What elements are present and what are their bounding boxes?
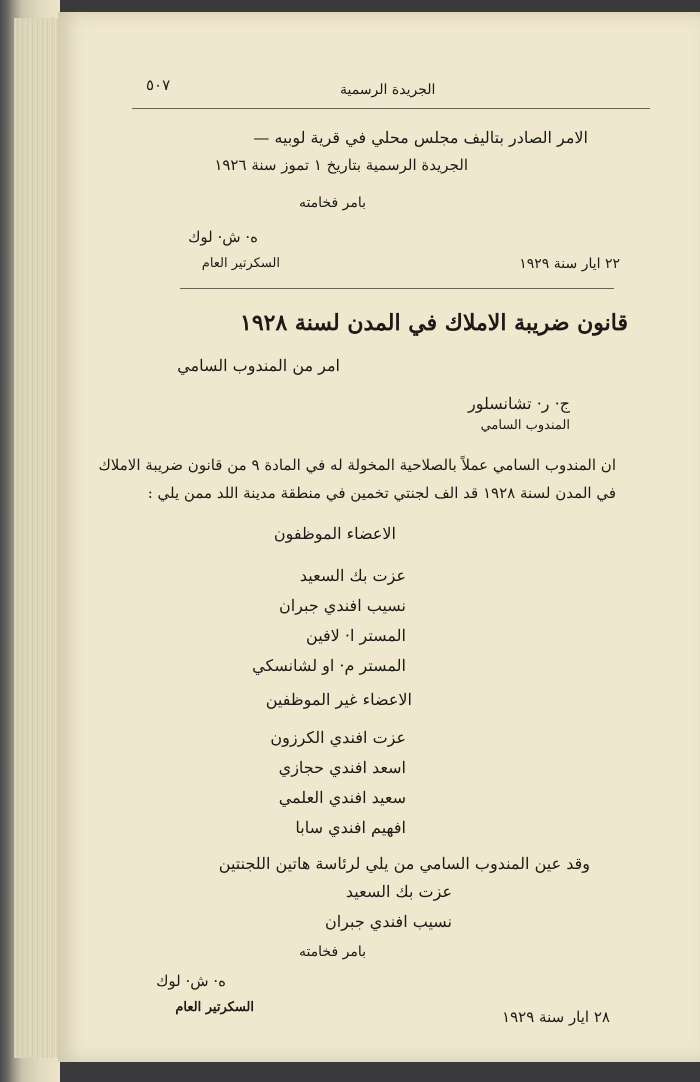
- page-stack: [14, 18, 60, 1058]
- nonofficial-members-heading: الاعضاء غير الموظفين: [265, 690, 412, 709]
- list-item: افهيم افندي سابا: [295, 818, 406, 837]
- section-divider: [180, 288, 614, 289]
- high-commissioner-role: المندوب السامي: [480, 418, 570, 433]
- signer-name: ه· ش· لوك: [156, 972, 226, 990]
- list-item: سعيد افندي العلمي: [278, 788, 406, 807]
- list-item: نسيب افندي جبران: [324, 912, 452, 931]
- official-members-heading: الاعضاء الموظفون: [273, 524, 396, 543]
- list-item: المستر ا· لافين: [306, 626, 406, 645]
- order-heading: امر من المندوب السامي: [177, 356, 340, 375]
- list-item: عزت افندي الكرزون: [270, 728, 406, 747]
- by-order-line: بامر فخامته: [298, 944, 366, 960]
- header-rule: [132, 108, 650, 109]
- order-reference-line-2: الجريدة الرسمية بتاريخ ١ تموز سنة ١٩٢٦: [214, 156, 468, 174]
- journal-name: الجريدة الرسمية: [340, 82, 436, 98]
- signer-name: ه· ش· لوك: [188, 228, 258, 246]
- body-paragraph-line-2: في المدن لسنة ١٩٢٨ قد الف لجنتي تخمين في منطقة مدينة اللد ممن يلي :: [147, 484, 616, 502]
- chairmanship-paragraph: وقد عين المندوب السامي من يلي لرئاسة هاتين اللجنتين: [218, 854, 590, 873]
- list-item: المستر م· او لشانسكي: [252, 656, 406, 675]
- signer-role: السكرتير العام: [201, 256, 280, 271]
- list-item: اسعد افندي حجازي: [278, 758, 406, 777]
- list-item: عزت بك السعيد: [299, 566, 406, 585]
- list-item: عزت بك السعيد: [345, 882, 452, 901]
- body-paragraph-line-1: ان المندوب السامي عملاً بالصلاحية المخولة له في المادة ٩ من قانون ضريبة الاملاك: [98, 456, 616, 474]
- section-date: ٢٢ ايار سنة ١٩٢٩: [519, 256, 620, 272]
- signer-role: السكرتير العام: [175, 1000, 254, 1015]
- high-commissioner-name: ج· ر· تشانسلور: [467, 394, 570, 413]
- by-order-line: بامر فخامته: [298, 195, 366, 211]
- section-date: ٢٨ ايار سنة ١٩٢٩: [502, 1008, 610, 1026]
- list-item: نسيب افندي جبران: [278, 596, 406, 615]
- law-title: قانون ضريبة الاملاك في المدن لسنة ١٩٢٨: [240, 310, 629, 336]
- page-number: ٥٠٧: [146, 76, 171, 94]
- order-reference-line-1: الامر الصادر بتاليف مجلس محلي في قرية لوبيه —: [253, 128, 588, 147]
